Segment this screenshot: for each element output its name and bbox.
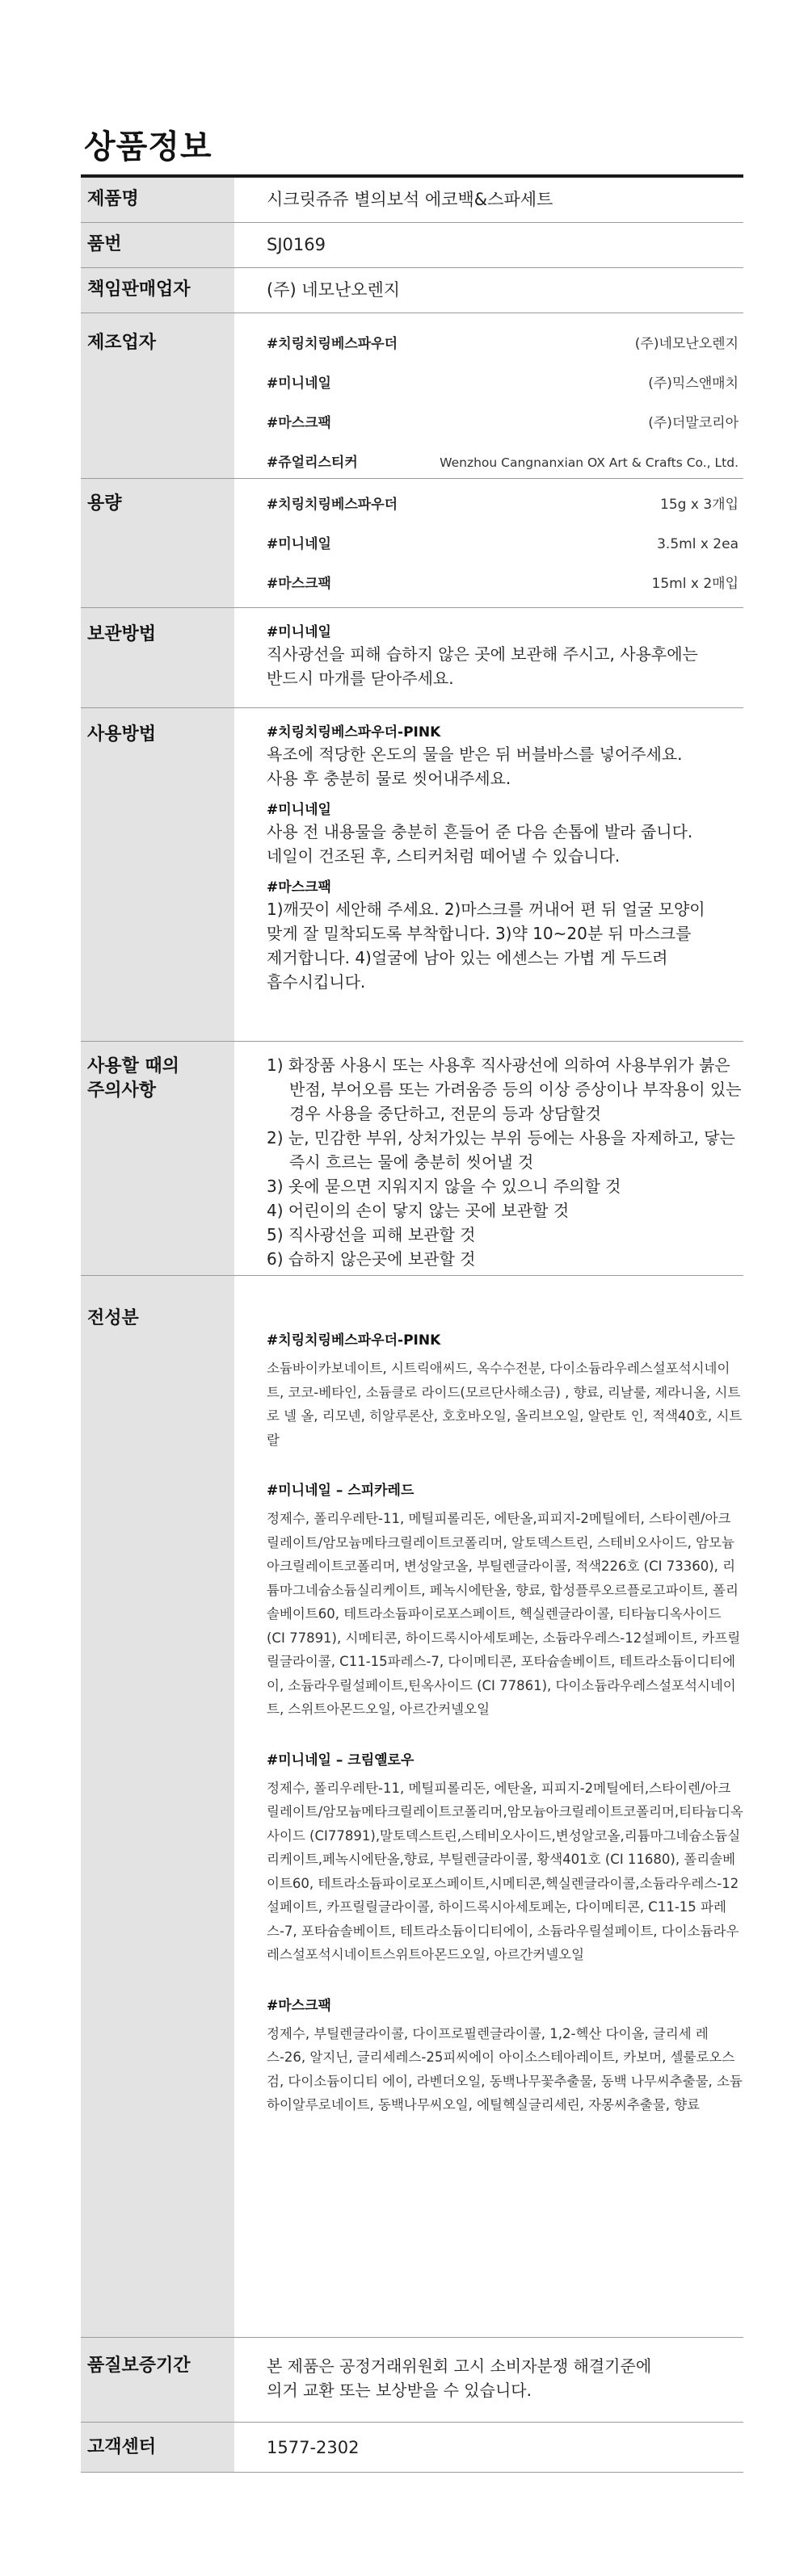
caution-item: 3) 옷에 묻으면 지워지지 않을 수 있으니 주의할 것 — [267, 1177, 621, 1196]
row-product-name — [81, 178, 743, 223]
row-seller — [81, 268, 743, 313]
row-header — [81, 1042, 234, 1275]
manufacturer-product: #치링치링베스파우더 — [267, 336, 398, 352]
row-header — [81, 608, 234, 707]
storage-text: 직사광선을 피해 습하지 않은 곳에 보관해 주시고, 사용후에는 반드시 마개를 닫아주세요. — [267, 644, 698, 688]
label-usage: 사용방법 — [87, 724, 157, 745]
manufacturer-list — [267, 334, 743, 493]
manufacturer-product: #쥬얼리스티커 — [267, 455, 358, 471]
row-capacity — [81, 479, 743, 608]
manufacturer-product: #마스크팩 — [267, 415, 331, 431]
label-cautions-2: 주의사항 — [87, 1080, 157, 1101]
page-title: 상품정보 — [84, 128, 213, 166]
label-model: 품번 — [87, 234, 122, 254]
storage-content — [267, 623, 743, 690]
capacity-amount: 3.5ml x 2ea — [657, 536, 739, 552]
capacity-list — [267, 495, 743, 614]
label-cautions-1: 사용할 때의 — [87, 1056, 179, 1076]
ingredient-text: 정제수, 부틸렌글라이콜, 다이프로필렌글라이콜, 1,2-헥산 다이올, 글리세 레스-26, 알지닌, 글리세레스-25피씨에이 아이소스테아레이트, 카보머, 셀룰로오스검, 다이소듐이디티 에이, 라벤더오일, 동백나무꽃추출물, 동백 나무씨추출물, 소듐하이알루로네이트, 동백나무씨오일, 에틸헥실글리세린, 자몽씨추출물, 향료 — [267, 2025, 743, 2112]
row-header — [81, 268, 234, 313]
manufacturer-company: (주)더말코리아 — [648, 415, 739, 431]
caution-item: 5) 직사광선을 피해 보관할 것 — [267, 1225, 476, 1244]
cautions-list — [267, 1053, 743, 1271]
row-header — [81, 1276, 234, 2337]
row-header — [81, 479, 234, 607]
label-manufacturer: 제조업자 — [87, 333, 157, 353]
manufacturer-company: (주)믹스앤매치 — [648, 375, 739, 392]
value-customer-service: 1577-2302 — [267, 2438, 360, 2457]
label-seller: 책임판매업자 — [87, 279, 191, 300]
storage-sub: #미니네일 — [267, 624, 331, 640]
manufacturer-product: #미니네일 — [267, 375, 331, 392]
manufacturer-item — [267, 334, 743, 374]
cautions-content — [267, 1053, 743, 1271]
ingredient-text: 소듐바이카보네이트, 시트릭애씨드, 옥수수전분, 다이소듐라우레스설포석시네이트, 코코-베타인, 소듐클로 라이드(모르단사해소금) , 향료, 리날룰, 제라니올, 시트로 넬 올, 리모넨, 히알루론산, 호호바오일, 올리브오일, 알란토 인, 적색40호, 시트랄 — [267, 1361, 743, 1448]
ingredient-sub: #마스크팩 — [267, 1997, 331, 2014]
capacity-product: #미니네일 — [267, 536, 331, 552]
label-storage: 보관방법 — [87, 624, 157, 644]
row-header — [81, 223, 234, 267]
usage-sub: #마스크팩 — [267, 879, 331, 896]
row-storage — [81, 608, 743, 708]
caution-item: 4) 어린이의 손이 닿지 않는 곳에 보관할 것 — [267, 1201, 570, 1220]
usage-sub: #미니네일 — [267, 802, 331, 818]
label-product-name: 제품명 — [87, 189, 139, 209]
ingredient-text: 정제수, 폴리우레탄-11, 메틸피롤리돈, 에탄올,피피지-2메틸에터, 스타이렌/아크릴레이트/암모늄메타크릴레이트코폴리머, 알토덱스트린, 스테비오사이드, 암모늄아크릴레이트코폴리머, 변성알코올, 부틸렌글라이콜, 적색226호 (CI 73360), 리튬마그네슘소듐실리케이트, 페녹시에탄올, 향료, 합성플루오르플로고파이트, 폴리솔베이트60, 테트라소듐파이로포스페이트, 헥실렌글라이콜, 티타늄디옥사이드 (CI 77891), 시메티콘, 하이드록시아세토페논, 소듐라우레스-12설페이트, 카프릴릴글라이콜, C11-15파레스-7, 다이메티콘, 포타슘솔베이트, 테트라소듐이디티에이, 소듐라우릴설페이트,틴옥사이드 (CI 77861), 다이소듐라우레스설포석시네이트, 스위트아몬드오일, 아르간커넬오일 — [267, 1511, 741, 1717]
row-usage — [81, 708, 743, 1042]
row-model — [81, 223, 743, 268]
manufacturer-item — [267, 413, 743, 453]
usage-text: 사용 전 내용물을 충분히 흔들어 준 다음 손톱에 발라 줍니다. 네일이 건조된 후, 스티커처럼 떼어낼 수 있습니다. — [267, 822, 693, 866]
capacity-amount: 15g x 3개입 — [660, 497, 739, 513]
capacity-product: #치링치링베스파우더 — [267, 497, 398, 513]
manufacturer-company: Wenzhou Cangnanxian OX Art & Crafts Co., Ltd. — [440, 455, 739, 470]
ingredient-sub: #치링치링베스파우더-PINK — [267, 1332, 441, 1349]
ingredient-sub: #미니네일 – 크림옐로우 — [267, 1752, 415, 1768]
caution-item: 6) 습하지 않은곳에 보관할 것 — [267, 1249, 476, 1269]
capacity-item — [267, 495, 743, 535]
label-customer-service: 고객센터 — [87, 2437, 157, 2457]
capacity-product: #마스크팩 — [267, 576, 331, 592]
row-header — [81, 708, 234, 1041]
capacity-item — [267, 535, 743, 574]
row-cautions — [81, 1042, 743, 1276]
value-product-name: 시크릿쥬쥬 별의보석 에코백&스파세트 — [267, 190, 553, 209]
ingredients-content — [267, 1331, 743, 2117]
row-customer-service — [81, 2423, 743, 2473]
warranty-text: 본 제품은 공정거래위원회 고시 소비자분쟁 해결기준에 의거 교환 또는 보상받을 수 있습니다. — [267, 2356, 652, 2400]
label-warranty: 품질보증기간 — [87, 2356, 191, 2376]
ingredient-text: 정제수, 폴리우레탄-11, 메틸피롤리돈, 에탄올, 피피지-2메틸에터,스타이렌/아크릴레이트/암모늄메타크릴레이트코폴리머,암모늄아크릴레이트코폴리머,티타늄디옥사이드 (CI77891),말토덱스트린,스테비오사이드,변성알코올,리튬마그네슘소듐실리케이트,페녹시에탄올,향료, 부틸렌글라이콜, 황색401호 (CI 11680), 폴리솔베이트60, 테트라소듐파이로포스페이트,시메티콘,헥실렌글라이콜,소듐라우레스-12설페이트, 카프릴릴글라이콜, 하이드록시아세토페논, 다이메티콘, C11-15 파레스-7, 포타슘솔베이트, 테트라소듐이디티에이, 소듐라우릴설페이트, 다이소듐라우레스설포석시네이트스위트아몬드오일, 아르간커넬오일 — [267, 1780, 743, 1962]
value-seller: (주) 네모난오렌지 — [267, 280, 401, 300]
manufacturer-company: (주)네모난오렌지 — [634, 336, 739, 352]
value-model: SJ0169 — [267, 235, 326, 254]
usage-text: 욕조에 적당한 온도의 물을 받은 뒤 버블바스를 넣어주세요. 사용 후 충분히 물로 씻어내주세요. — [267, 745, 683, 788]
label-capacity: 용량 — [87, 493, 122, 514]
row-warranty — [81, 2338, 743, 2423]
row-manufacturer — [81, 313, 743, 479]
usage-text: 1)깨끗이 세안해 주세요. 2)마스크를 꺼내어 편 뒤 얼굴 모양이 맞게 잘 밀착되도록 부착합니다. 3)약 10~20분 뒤 마스크를 제거합니다. 4)얼굴에 남아 있는 에센스는 가볍 게 두드려 흡수시킵니다. — [267, 900, 705, 992]
ingredient-sub: #미니네일 – 스피카레드 — [267, 1483, 415, 1499]
label-ingredients: 전성분 — [87, 1308, 139, 1328]
row-header — [81, 2338, 234, 2422]
manufacturer-item — [267, 374, 743, 413]
caution-item: 1) 화장품 사용시 또는 사용후 직사광선에 의하여 사용부위가 붉은반점, 부어오름 또는 가려움증 등의 이상 증상이나 부작용이 있는 경우 사용을 중단하고, 전문의 등과 상담할것 — [267, 1055, 742, 1123]
usage-content — [267, 723, 743, 994]
row-header — [81, 2423, 234, 2472]
row-header — [81, 313, 234, 478]
usage-sub: #치링치링베스파우더-PINK — [267, 724, 441, 740]
row-ingredients — [81, 1276, 743, 2338]
caution-item: 2) 눈, 민감한 부위, 상처가있는 부위 등에는 사용을 자제하고, 닿는 즉시 흐르는 물에 충분히 씻어낼 것 — [267, 1128, 735, 1172]
row-header — [81, 178, 234, 222]
capacity-amount: 15ml x 2매입 — [651, 576, 739, 592]
